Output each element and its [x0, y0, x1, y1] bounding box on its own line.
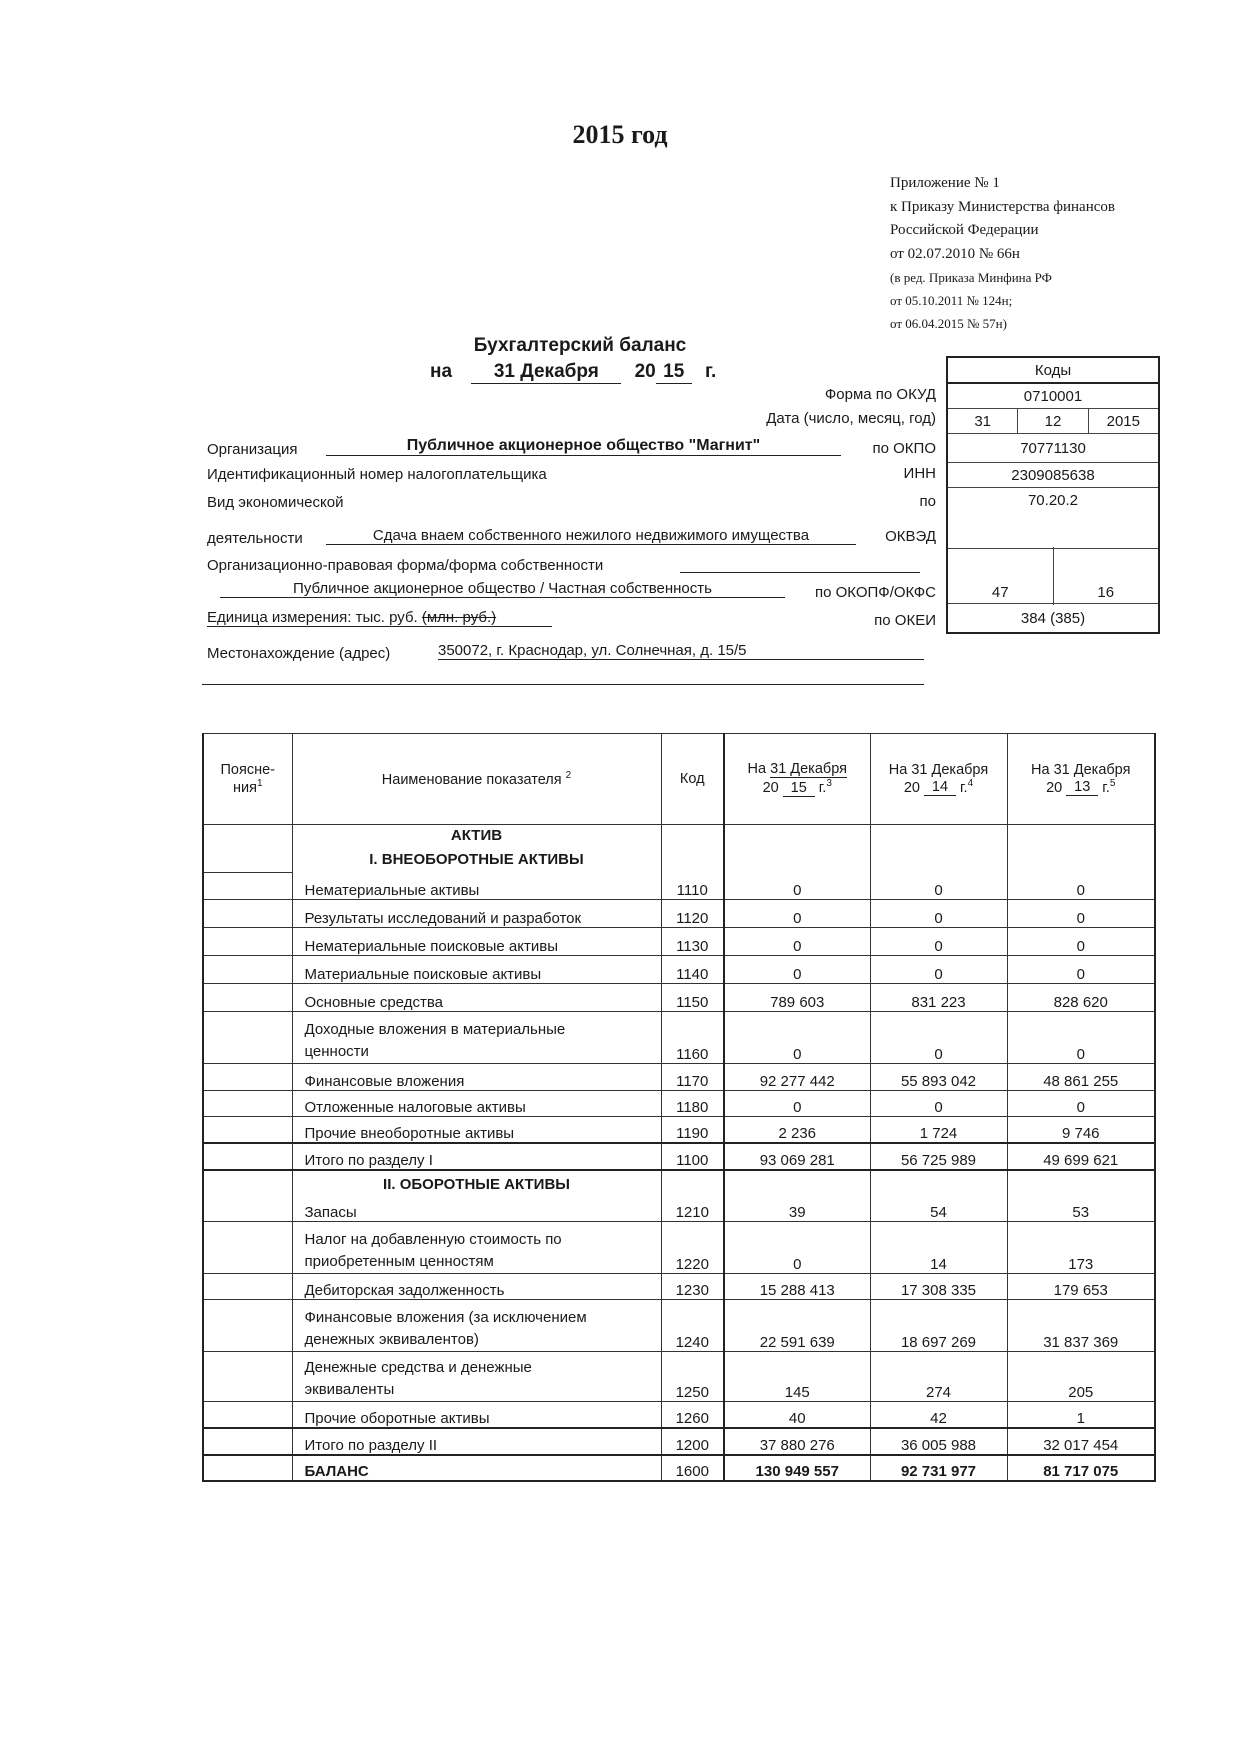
date-year-prefix: 20 — [634, 361, 656, 382]
okved-code: 70.20.2 — [1027, 492, 1079, 509]
annex-line: от 02.07.2010 № 66н — [890, 245, 1020, 262]
table-row: Нематериальные поисковые активы 1130 0 0 0 — [203, 928, 1155, 956]
unit-underline — [207, 626, 552, 627]
date-month: 12 — [1017, 409, 1087, 433]
inn-code-label: ИНН — [903, 465, 936, 482]
table-row-total: Итого по разделу I 1100 93 069 281 56 725 989 49 699 621 — [203, 1143, 1155, 1170]
header-name: Наименование показателя $^2$ — [292, 734, 661, 825]
okpo-code: 70771130 — [1020, 439, 1086, 457]
date-year: 2015 — [1088, 409, 1158, 433]
table-row — [203, 851, 1155, 873]
header-code: Код — [661, 734, 724, 825]
date-suffix: г. — [705, 361, 717, 382]
address-value: 350072, г. Краснодар, ул. Солнечная, д. 15/5 — [438, 642, 924, 660]
okved-label: ОКВЭД — [885, 528, 936, 545]
okopf-label: по ОКОПФ/ОКФС — [814, 584, 936, 601]
table-row: Прочие внеоборотные активы 1190 2 236 1 724 9 746 — [203, 1117, 1155, 1143]
okopf-code: 47 — [991, 584, 1009, 601]
table-row: Финансовые вложения (за исключением денежных эквивалентов) 1240 22 591 639 18 697 269 31 837 369 — [203, 1300, 1155, 1352]
legal-form-label: Организационно-правовая форма/форма собственности — [207, 557, 604, 574]
date-label: Дата (число, месяц, год) — [766, 410, 936, 427]
activity-label: Вид экономической — [207, 494, 344, 511]
balance-title: Бухгалтерский баланс — [473, 335, 687, 356]
table-row: Налог на добавленную стоимость по приобретенным ценностям 1220 0 14 173 — [203, 1222, 1155, 1274]
legal-form-value: Публичное акционерное общество / Частная собственность — [220, 580, 785, 598]
table-row: Доходные вложения в материальные ценности 1160 0 0 0 — [203, 1012, 1155, 1064]
unit-label — [207, 609, 496, 626]
activity-label: деятельности — [207, 530, 303, 547]
table-row: Денежные средства и денежные эквиваленты 1250 145 274 205 — [203, 1352, 1155, 1402]
table-header-row — [203, 734, 1155, 825]
balance-table — [202, 733, 1156, 1482]
okved-label: по — [919, 493, 936, 510]
date-year-suffix: 15 — [656, 361, 692, 384]
header-notes: Поясне-ния$^1$ — [203, 734, 292, 825]
table-row: Прочие оборотные активы 1260 40 42 1 — [203, 1402, 1155, 1428]
table-row: Дебиторская задолженность 1230 15 288 413 17 308 335 179 653 — [203, 1274, 1155, 1300]
org-label: Организация — [207, 441, 298, 458]
inn-code: 2309085638 — [1011, 466, 1095, 484]
annex-line: (в ред. Приказа Минфина РФ — [890, 270, 1052, 285]
section-2-heading: II. ОБОРОТНЫЕ АКТИВЫ — [383, 1175, 570, 1193]
unit-value: Единица измерения: тыс. руб. — [207, 609, 418, 626]
table-row-balance: БАЛАНС 1600 130 949 557 92 731 977 81 717 075 — [203, 1455, 1155, 1481]
date-day: 31 — [974, 412, 991, 430]
annex-line: от 06.04.2015 № 57н) — [890, 316, 1007, 331]
annex-line: к Приказу Министерства финансов — [890, 198, 1115, 215]
activity-value: Сдача внаем собственного нежилого недвижимого имущества — [326, 527, 856, 545]
date-prefix: на — [430, 361, 453, 382]
header-col-2013: На 31 Декабря 20 13 г.$^5$ — [1007, 734, 1155, 825]
codes-box — [946, 356, 1160, 634]
annex-note — [890, 172, 1190, 335]
okud-code: 0710001 — [1023, 387, 1083, 405]
aktiv-heading: АКТИВ — [292, 825, 661, 851]
annex-line: от 05.10.2011 № 124н; — [890, 293, 1013, 308]
okfs-code: 16 — [1053, 547, 1159, 605]
codes-header: Коды — [1034, 361, 1072, 379]
okei-label: по ОКЕИ — [874, 612, 936, 629]
inn-label: Идентификационный номер налогоплательщика — [207, 466, 547, 483]
table-row: Нематериальные активы 1110 0 0 0 — [203, 873, 1155, 900]
okpo-label: по ОКПО — [872, 440, 936, 457]
okei-code: 384 (385) — [1020, 609, 1086, 627]
table-row: Отложенные налоговые активы 1180 0 0 0 — [203, 1091, 1155, 1117]
page-title: 2015 год — [572, 120, 668, 149]
legal-form-underline — [680, 572, 920, 573]
table-row: Результаты исследований и разработок 1120 0 0 0 — [203, 900, 1155, 928]
table-row: Финансовые вложения 1170 92 277 442 55 893 042 48 861 255 — [203, 1064, 1155, 1091]
address-underline — [202, 684, 924, 685]
table-row-total: Итого по разделу II 1200 37 880 276 36 005 988 32 017 454 — [203, 1428, 1155, 1455]
okud-label: Форма по ОКУД — [824, 386, 936, 403]
annex-line: Российской Федерации — [890, 222, 1039, 238]
table-row: II. ОБОРОТНЫЕ АКТИВЫ Запасы 1210 39 54 53 — [203, 1170, 1155, 1222]
annex-line: Приложение № 1 — [890, 175, 1000, 191]
unit-struck: (млн. руб.) — [421, 609, 497, 626]
address-label: Местонахождение (адрес) — [207, 645, 391, 662]
table-row: Основные средства 1150 789 603 831 223 828 620 — [203, 984, 1155, 1012]
balance-date — [430, 361, 716, 384]
org-value: Публичное акционерное общество "Магнит" — [326, 437, 841, 456]
header-col-2014: На 31 Декабря 20 14 г.$^4$ — [870, 734, 1007, 825]
header-col-2015: На 31 Декабря 20 15 г.$^3$ — [724, 734, 870, 825]
section-1-heading: I. ВНЕОБОРОТНЫЕ АКТИВЫ — [292, 851, 661, 873]
date-day-month: 31 Декабря — [471, 361, 621, 384]
table-row: Материальные поисковые активы 1140 0 0 0 — [203, 956, 1155, 984]
table-row — [203, 825, 1155, 851]
